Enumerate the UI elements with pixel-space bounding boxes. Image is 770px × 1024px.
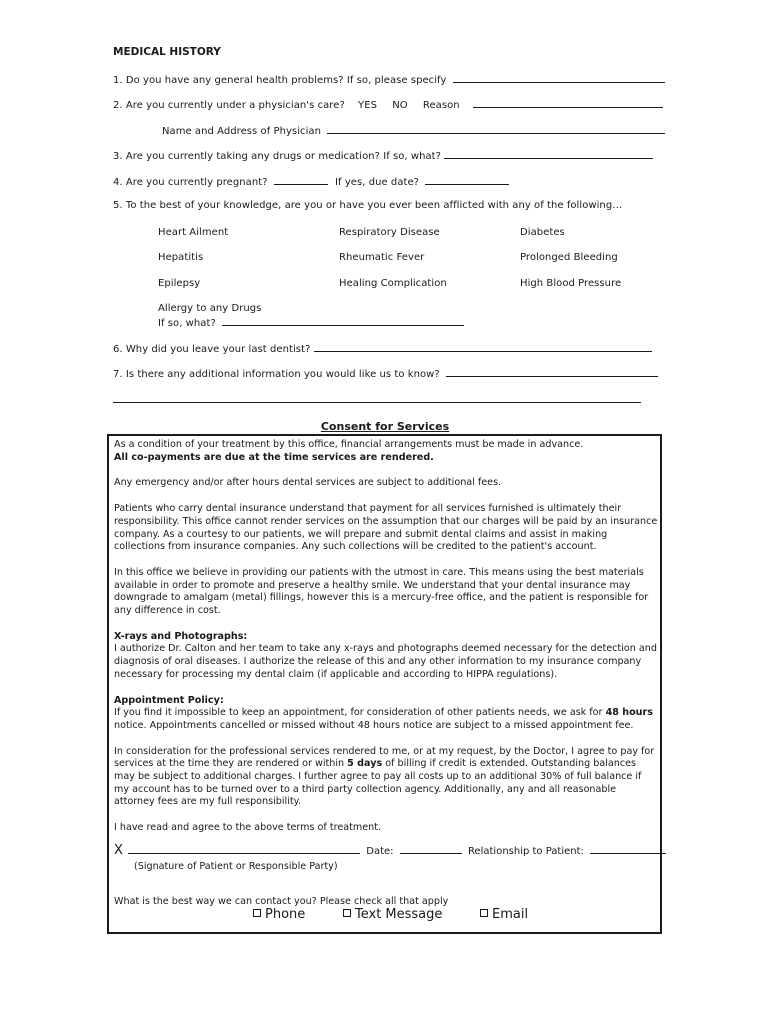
relationship-label: Relationship to Patient:: [467, 845, 584, 857]
question-2-label: 2. Are you currently under a physician's care?: [113, 100, 345, 111]
reason-label: Reason: [422, 100, 460, 111]
signature-field[interactable]: [128, 844, 360, 854]
phone-checkbox[interactable]: [253, 909, 261, 917]
signature-row: [114, 843, 659, 858]
contact-options: [114, 907, 659, 923]
email-checkbox[interactable]: [480, 909, 488, 917]
email-label: Email: [492, 906, 529, 922]
insurance-paragraph: Patients who carry dental insurance understand that payment for all services furnished is ultimately their responsibility. This office cannot render services on the assumption that our charges will be paid by an insurance company. As a courtesy to our patients, we will prepare and submit dental claims and assist in making collections from insurance companies. Any such collections will be credited to the patient's account.: [114, 503, 658, 553]
xray-paragraph: [114, 631, 659, 682]
phone-option[interactable]: [253, 907, 305, 922]
copayment-text: All co-payments are due at the time services are rendered.: [114, 451, 434, 463]
question-1: [113, 73, 665, 86]
text-message-checkbox[interactable]: [343, 909, 351, 917]
text-message-option[interactable]: [343, 907, 442, 922]
condition-heart-ailment: Heart Ailment: [158, 227, 229, 238]
last-dentist-field[interactable]: [314, 342, 652, 352]
question-7-label: 7. Is there any additional information you would like us to know?: [113, 369, 440, 380]
condition-diabetes: Diabetes: [520, 227, 565, 238]
email-option[interactable]: [480, 907, 528, 922]
emergency-paragraph: Any emergency and/or after hours dental services are subject to additional fees.: [114, 477, 502, 489]
pregnant-field[interactable]: [274, 175, 328, 185]
question-1-label: 1. Do you have any general health problems? If so, please specify: [113, 75, 447, 86]
payment-text: As a condition of your treatment by this office, financial arrangements must be made in advance.: [114, 439, 584, 450]
due-date-field[interactable]: [425, 175, 509, 185]
question-6: [113, 342, 652, 355]
page-title: MEDICAL HISTORY: [113, 46, 221, 58]
additional-info-line[interactable]: [113, 402, 641, 403]
appointment-paragraph: [114, 695, 659, 733]
payment-terms-text: In consideration for the professional services rendered to me, or at my request, by the Doctor, I agree to pay for services at the time they are rendered or within: [114, 745, 655, 770]
text-message-label: Text Message: [355, 906, 443, 922]
question-4: [113, 175, 509, 188]
payment-terms-text-end: of billing if credit is extended. Outstanding balances may be subject to additional charges. I further agree to pay all costs up to an additional 30% of full balance if my account has to be turned over to a third party collection agency. Additionally, any and all reasonable attorney fees are my full responsibility.: [114, 758, 642, 808]
consent-box: [107, 434, 662, 934]
relationship-field[interactable]: [590, 844, 666, 854]
consent-title: Consent for Services: [320, 420, 450, 433]
appointment-hours: 48 hours: [605, 707, 653, 719]
reason-field[interactable]: [473, 98, 663, 108]
allergy-what-label: If so, what?: [158, 318, 216, 329]
question-6-label: 6. Why did you leave your last dentist?: [113, 344, 311, 355]
date-field[interactable]: [400, 844, 462, 854]
phone-label: Phone: [265, 906, 306, 922]
question-3-label: 3. Are you currently taking any drugs or medication? If so, what?: [113, 151, 442, 162]
care-paragraph: In this office we believe in providing our patients with the utmost in care. This means using the best materials available in order to promote and preserve a healthy smile. We understand that your dental insurance may downgrade to amalgam (metal) fillings, however this is a mercury-free office, and the patient is responsible for any difference in cost.: [114, 566, 649, 617]
xray-heading: X-rays and Photographs:: [114, 630, 248, 642]
question-7: [113, 367, 658, 380]
allergy-row: [158, 316, 464, 329]
no-option[interactable]: NO: [392, 100, 408, 111]
question-3: [113, 149, 653, 162]
xray-text: I authorize Dr. Calton and her team to take any x-rays and photographs deemed necessary for the detection and diagnosis of oral diseases. I authorize the release of this and any other information to my insurance company necessary for processing my dental claim (if applicable and according to HIPPA regulations).: [114, 643, 657, 680]
signature-caption: (Signature of Patient or Responsible Party): [134, 860, 338, 872]
date-label: Date:: [366, 845, 394, 857]
signature-x: X: [114, 842, 123, 858]
payment-terms-days: 5 days: [347, 758, 383, 770]
condition-epilepsy: Epilepsy: [158, 278, 201, 289]
question-5: 5. To the best of your knowledge, are you or have you ever been afflicted with any of the following…: [113, 200, 623, 211]
appointment-heading: Appointment Policy:: [114, 694, 224, 706]
agree-statement: I have read and agree to the above terms of treatment.: [114, 822, 382, 834]
yes-option[interactable]: YES: [358, 100, 377, 111]
condition-respiratory-disease: Respiratory Disease: [339, 227, 440, 238]
condition-rheumatic-fever: Rheumatic Fever: [339, 252, 425, 263]
condition-healing-complication: Healing Complication: [339, 278, 447, 289]
condition-hepatitis: Hepatitis: [158, 252, 204, 263]
payment-paragraph: [114, 439, 659, 464]
condition-allergy: Allergy to any Drugs: [158, 303, 262, 314]
question-2: [113, 98, 663, 111]
contact-question: What is the best way we can contact you? Please check all that apply: [114, 895, 449, 907]
condition-high-blood-pressure: High Blood Pressure: [520, 278, 622, 289]
health-problems-field[interactable]: [453, 73, 665, 83]
payment-terms-paragraph: [114, 746, 659, 810]
allergy-field[interactable]: [222, 316, 464, 326]
physician-row: [162, 124, 665, 137]
physician-field[interactable]: [327, 124, 665, 134]
appointment-text-end: notice. Appointments cancelled or missed without 48 hours notice are subject to a missed appointment fee.: [114, 719, 634, 731]
medication-field[interactable]: [444, 149, 653, 159]
physician-label: Name and Address of Physician: [162, 126, 321, 137]
additional-info-field[interactable]: [446, 367, 658, 377]
appointment-text: If you find it impossible to keep an appointment, for consideration of other patients needs, we ask for: [114, 707, 603, 719]
question-4-label: 4. Are you currently pregnant?: [113, 177, 268, 188]
condition-prolonged-bleeding: Prolonged Bleeding: [520, 252, 618, 263]
due-date-label: If yes, due date?: [335, 177, 420, 188]
